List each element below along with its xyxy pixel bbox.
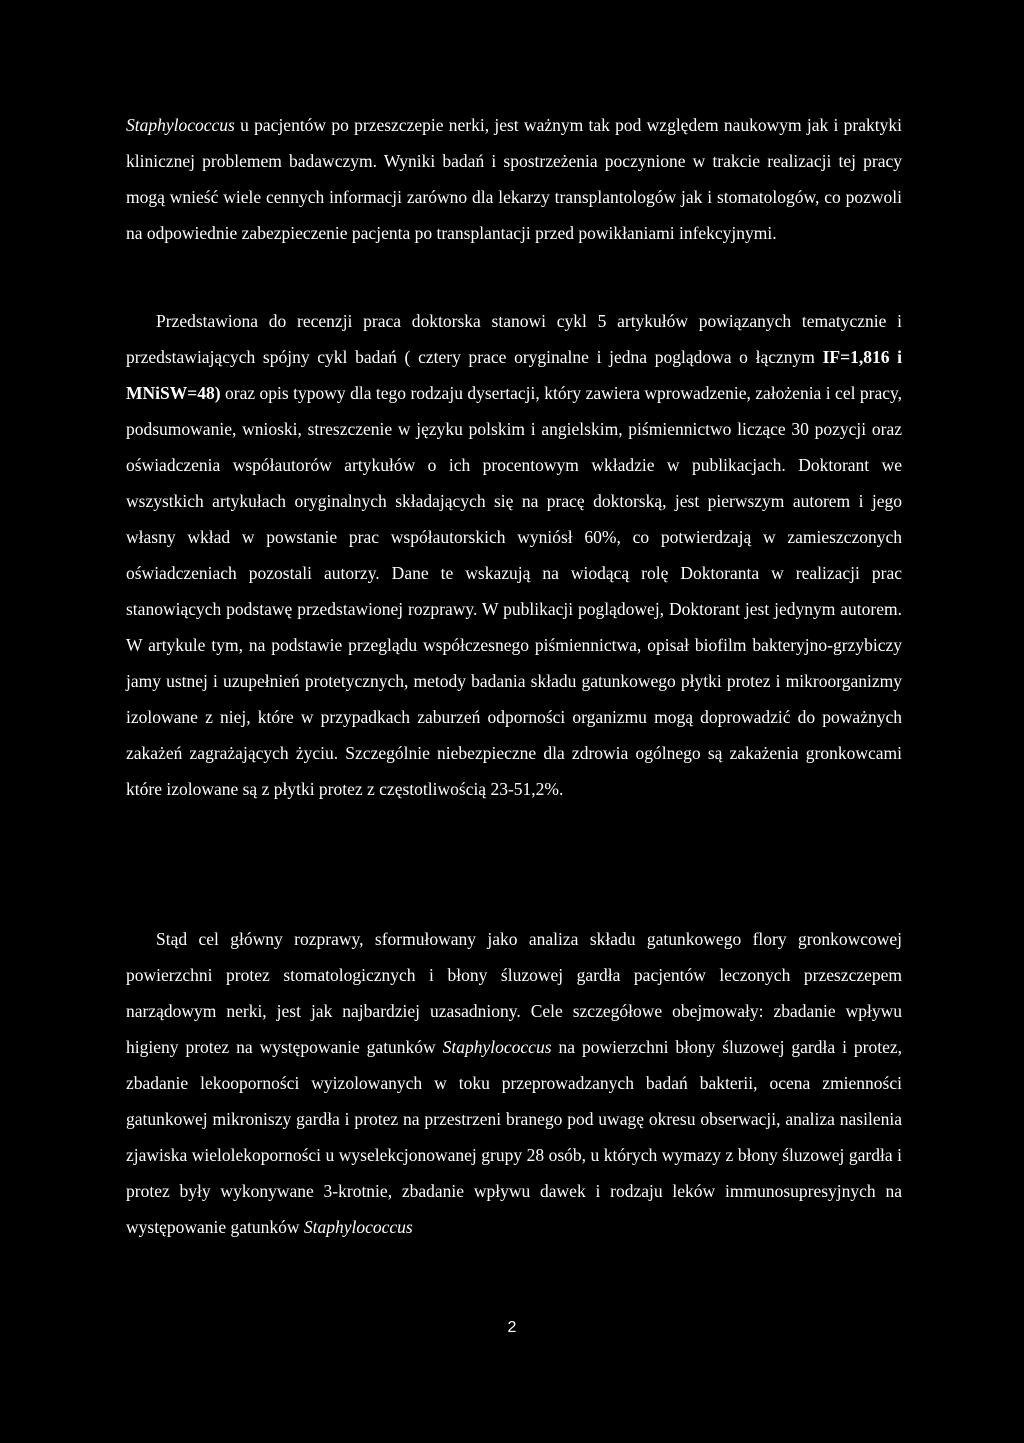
genus-name: Staphylococcus xyxy=(442,1037,552,1057)
paragraph-text: na powierzchni błony śluzowej gardła i protez, zbadanie lekooporności wyizolowanych w toku przeprowadzanych badań bakterii, ocena zmienności gatunkowej mikroniszy gardła i protez na przestrzeni branego pod uwagę okresu obserwacji, analiza nasilenia zjawiska wielolekoporności u wyselekcjonowanej grupy 28 osób, u których wymazy z błony śluzowej gardła i protez były wykonywane 3-krotnie, zbadanie wpływu dawek i rodzaju leków immunosupresyjnych na występowanie gatunków xyxy=(126,1037,902,1237)
paragraph-research-aims xyxy=(126,921,902,1245)
paragraph-text: Przedstawiona do recenzji praca doktorska stanowi cykl 5 artykułów powiązanych tematycznie i przedstawiających spójny cykl badań ( cztery prace oryginalne i jedna poglądowa o łącznym xyxy=(126,311,902,367)
paragraph-thesis-structure xyxy=(126,303,902,807)
paragraph-text: u pacjentów po przeszczepie nerki, jest ważnym tak pod względem naukowym jak i praktyki klinicznej problemem badawczym. Wyniki badań i spostrzeżenia poczynione w trakcie realizacji tej pracy mogą wnieść wiele cennych informacji zarówno dla lekarzy transplantologów jak i stomatologów, co pozwoli na odpowiednie zabezpieczenie pacjenta po transplantacji przed powikłaniami infekcyjnymi. xyxy=(126,115,902,243)
paragraph-text: oraz opis typowy dla tego rodzaju dysertacji, który zawiera wprowadzenie, założenia i cel pracy, podsumowanie, wnioski, streszczenie w języku polskim i angielskim, piśmiennictwo liczące 30 pozycji oraz oświadczenia współautorów artykułów o ich procentowym wkładzie w publikacjach. Doktorant we wszystkich artykułach oryginalnych składających się na pracę doktorską, jest pierwszym autorem i jego własny wkład w powstanie prac współautorskich wyniósł 60%, co potwierdzają w zamieszczonych oświadczeniach pozostali autorzy. Dane te wskazują na wiodącą rolę Doktoranta w realizacji prac stanowiących podstawę przedstawionej rozprawy. W publikacji poglądowej, Doktorant jest jedynym autorem. W artykule tym, na podstawie przeglądu współczesnego piśmiennictwa, opisał biofilm bakteryjno-grzybiczy jamy ustnej i uzupełnień protetycznych, metody badania składu gatunkowego płytki protez i mikroorganizmy izolowane z niej, które w przypadkach zaburzeń odporności organizmu mogą doprowadzić do poważnych zakażeń zagrażających życiu. Szczególnie niebezpieczne dla zdrowia ogólnego są zakażenia gronkowcami które izolowane są z płytki protez z częstotliwością 23-51,2%. xyxy=(126,383,902,799)
page-number: 2 xyxy=(507,1319,517,1336)
paragraph-staphylococcus-intro xyxy=(126,107,902,251)
impact-factor-metrics: IF=1,816 i MNiSW=48) xyxy=(126,347,902,403)
genus-name: Staphylococcus xyxy=(126,115,235,135)
paragraph-text: Stąd cel główny rozprawy, sformułowany jako analiza składu gatunkowego flory gronkowcowej powierzchni protez stomatologicznych i błony śluzowej gardła pacjentów leczonych przeszczepem narządowym nerki, jest jak najbardziej uzasadniony. Cele szczegółowe obejmowały: zbadanie wpływu higieny protez na występowanie gatunków xyxy=(126,929,902,1057)
genus-name: Staphylococcus xyxy=(303,1217,413,1237)
